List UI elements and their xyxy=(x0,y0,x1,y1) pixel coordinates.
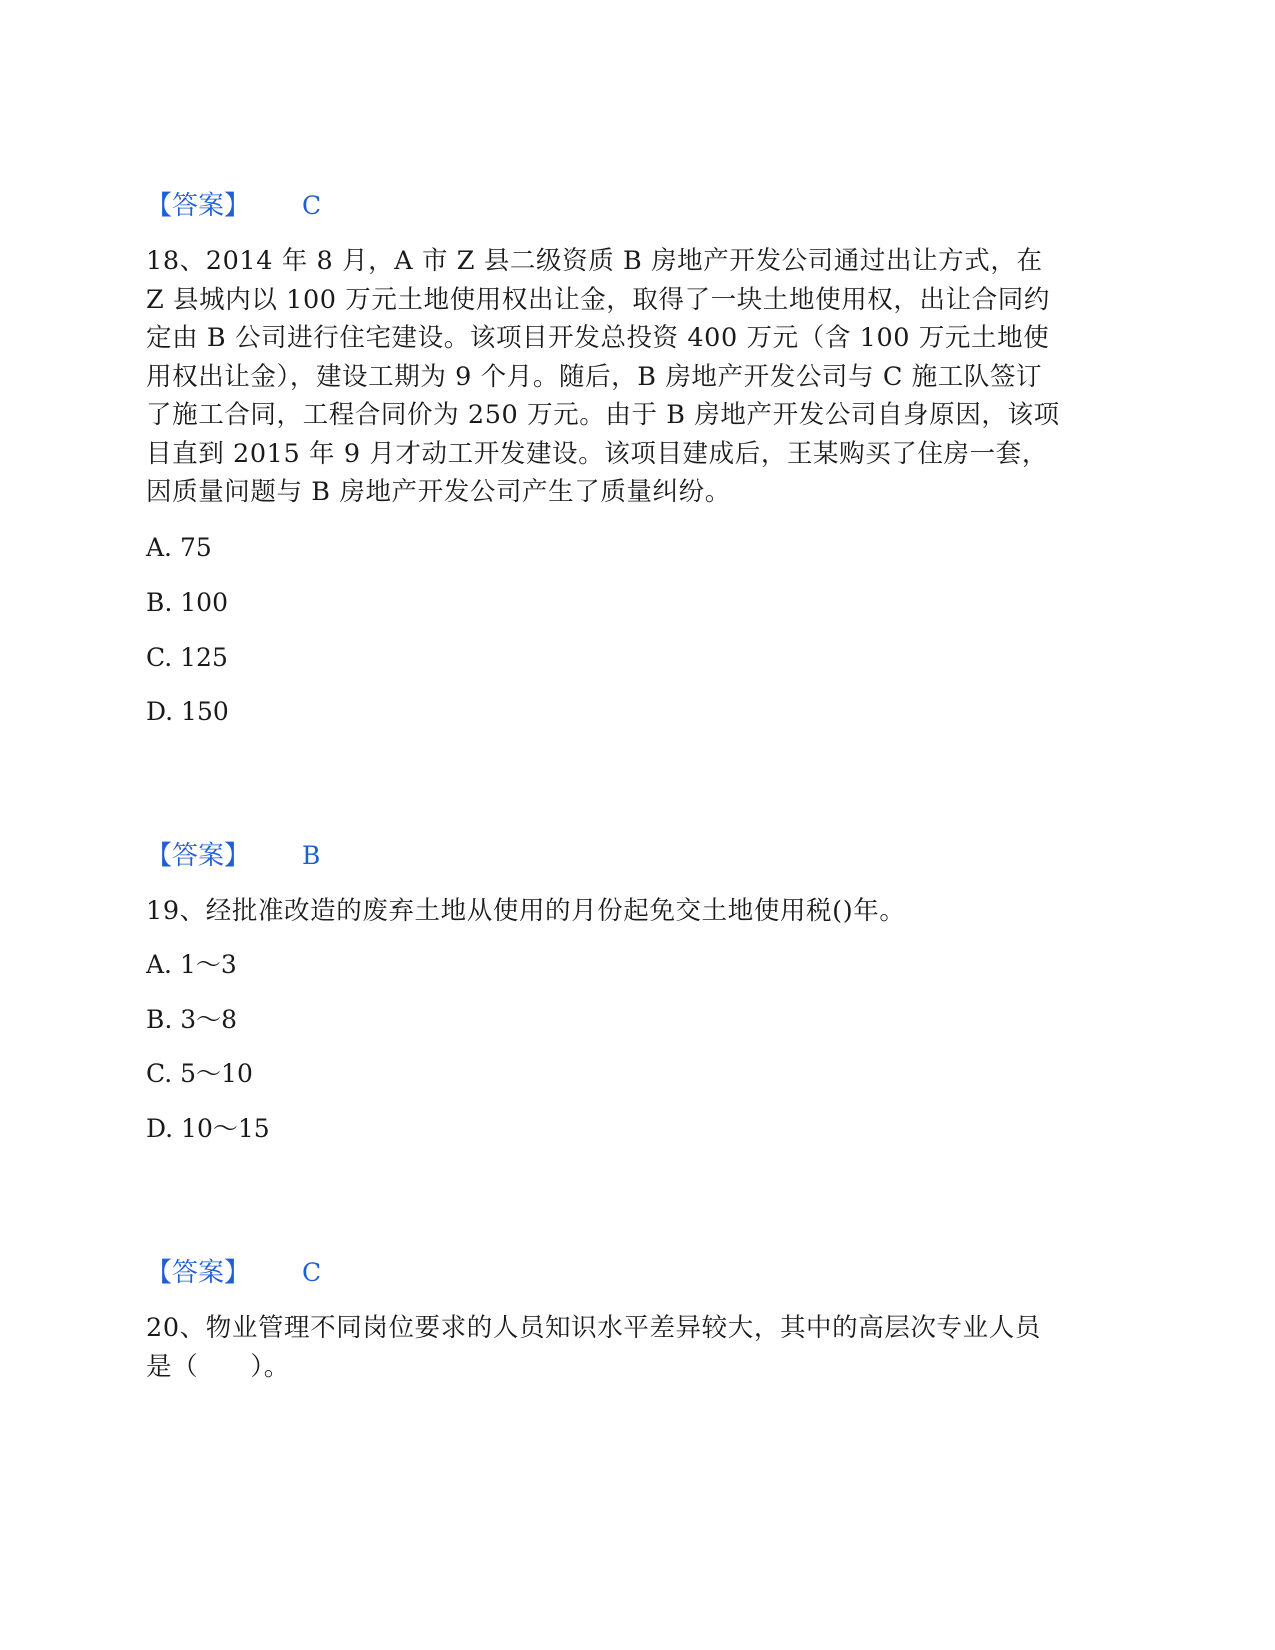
question-18-text: 18、2014 年 8 月，A 市 Z 县二级资质 B 房地产开发公司通过出让方式，在 Z 县城内以 100 万元土地使用权出让金，取得了一块土地使用权，出让合同约定由 B 公司进行住宅建设。该项目开发总投资 400 万元（含 100 万元土地使用权出让金），建设工期为 9 个月。随后，B 房地产开发公司与 C 施工队签订了施工合同，工程合同价为 250 万元。由于 B 房地产开发公司自身原因，该项目直到 2015 年 9 月才动工开发建设。该项目建成后，王某购买了住房一套，因质量问题与 B 房地产开发公司产生了质量纠纷。 xyxy=(146,246,1060,507)
option-a: A. 75 xyxy=(146,533,212,562)
option-a: A. 1～3 xyxy=(146,950,237,979)
option-c: C. 5～10 xyxy=(146,1059,253,1088)
question-20-text: 20、物业管理不同岗位要求的人员知识水平差异较大，其中的高层次专业人员是（ ）。 xyxy=(146,1313,1041,1382)
answer-line-19 xyxy=(146,1253,321,1293)
answer-label: 【答案】 xyxy=(146,841,251,871)
option-b: B. 3～8 xyxy=(146,1005,238,1034)
question-19-text: 19、经批准改造的废弃土地从使用的月份起免交土地使用税()年。 xyxy=(146,896,906,926)
answer-line-17 xyxy=(146,186,321,226)
option-c: C. 125 xyxy=(146,643,228,672)
answer-label: 【答案】 xyxy=(146,191,251,221)
option-d: D. 10～15 xyxy=(146,1114,270,1143)
option-d: D. 150 xyxy=(146,697,229,726)
answer-value: C xyxy=(302,1258,322,1287)
answer-value: C xyxy=(302,191,322,220)
answer-line-18 xyxy=(146,836,320,876)
answer-value: B xyxy=(302,841,321,870)
answer-label: 【答案】 xyxy=(146,1258,251,1288)
option-b: B. 100 xyxy=(146,588,228,617)
